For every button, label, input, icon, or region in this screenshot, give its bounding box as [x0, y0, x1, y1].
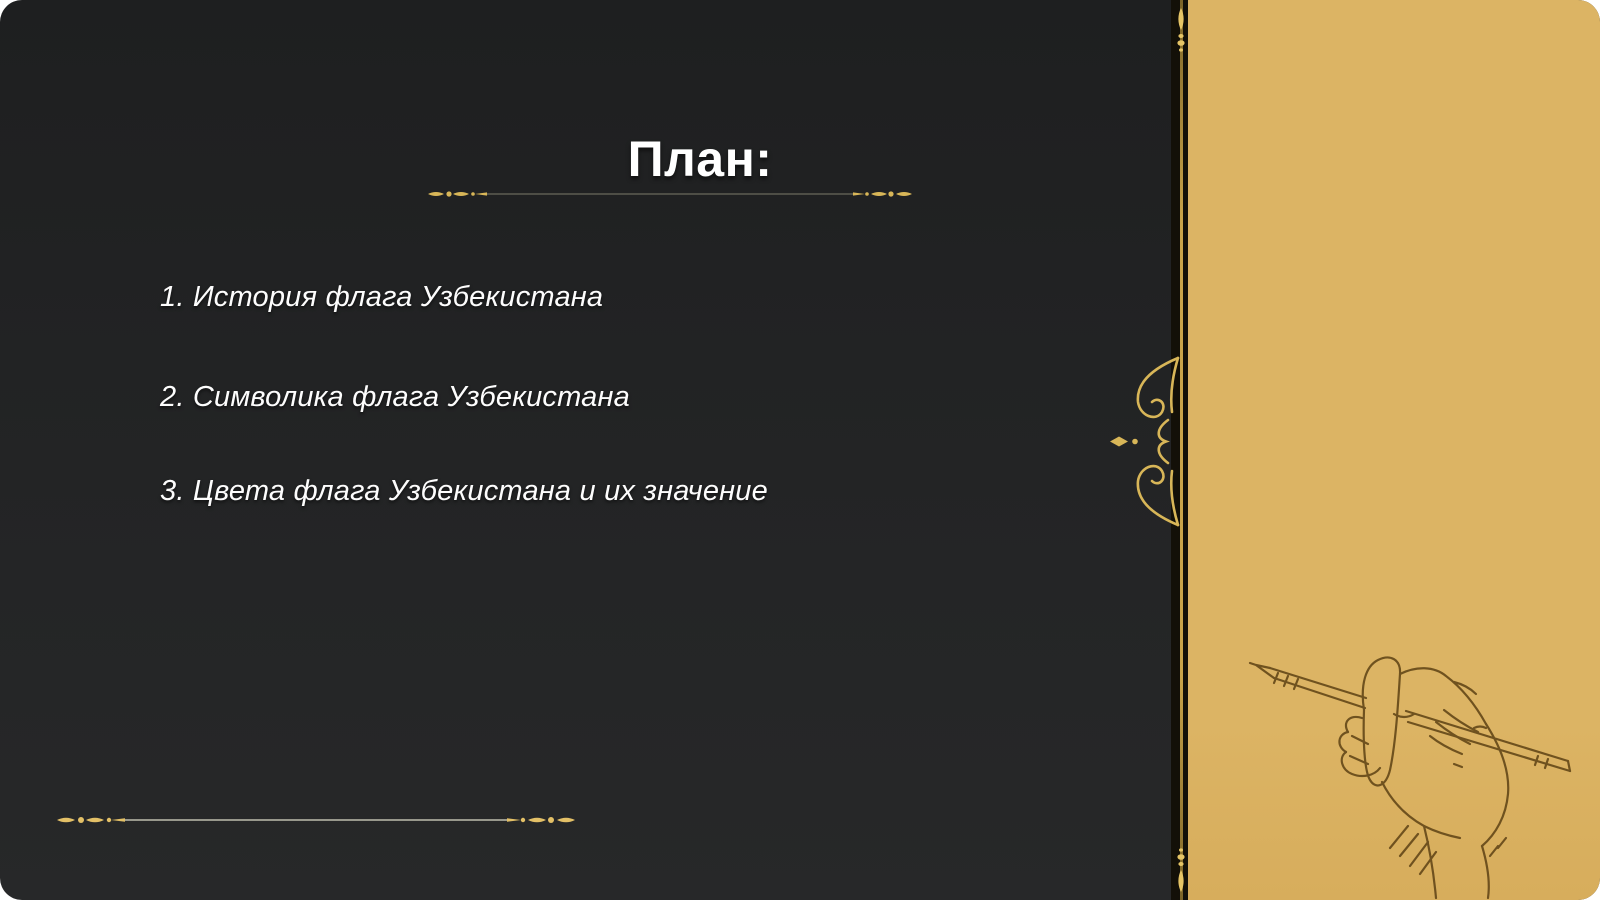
- border-flourish-icon: [1106, 354, 1182, 529]
- plan-item-1: 1. История флага Узбекистана: [160, 281, 604, 313]
- hand-holding-pencil-illustration: [1248, 618, 1600, 900]
- bottom-divider-ornament-icon: [55, 810, 577, 830]
- plan-item-2: 2. Символика флага Узбекистана: [160, 381, 630, 413]
- border-finial-top-icon: [1174, 6, 1188, 70]
- border-finial-bottom-icon: [1174, 830, 1188, 894]
- plan-item-3: 3. Цвета флага Узбекистана и их значение: [160, 475, 768, 507]
- slide-title: План:: [627, 131, 773, 187]
- title-divider-ornament-icon: [425, 185, 915, 203]
